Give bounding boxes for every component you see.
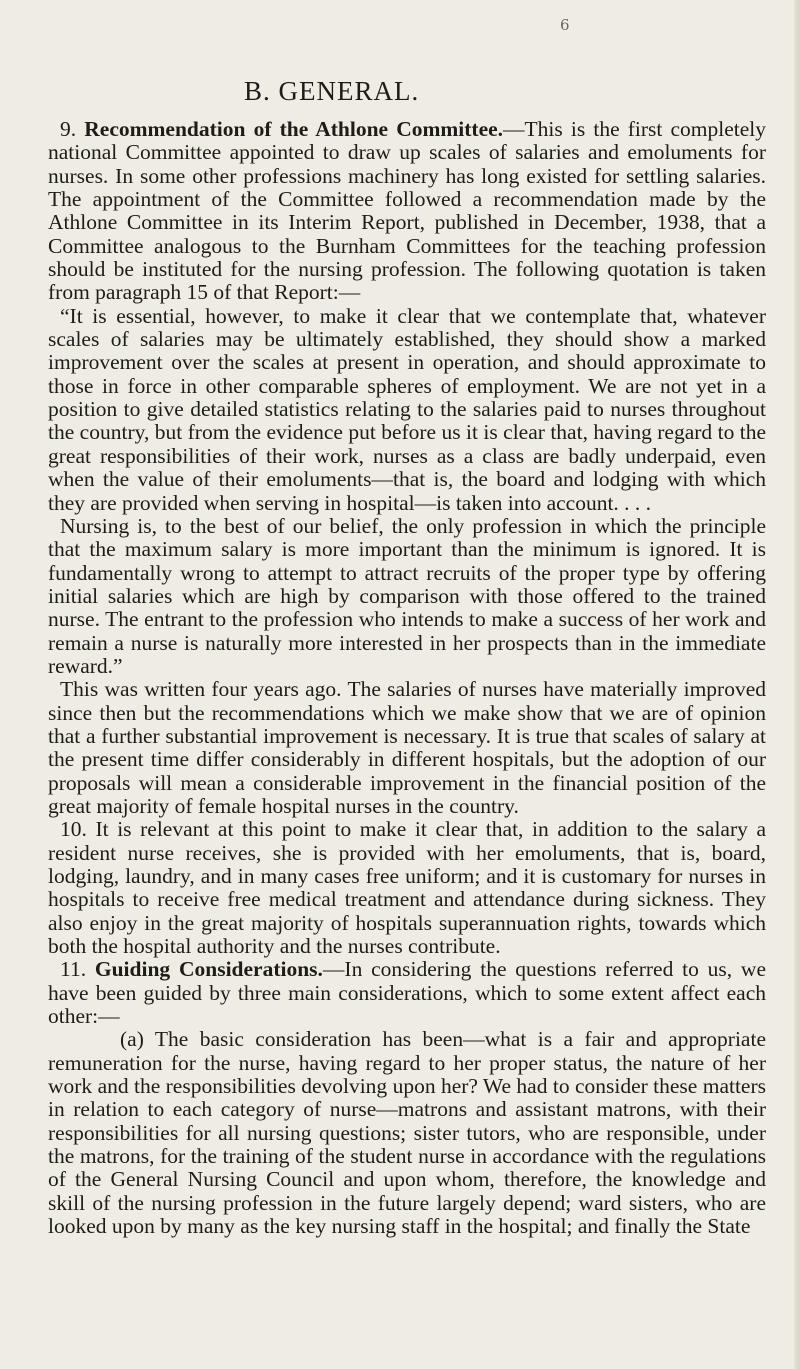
paragraph-10	[48, 818, 766, 958]
paragraph-number: (a)	[120, 1027, 144, 1052]
paragraph-9	[48, 118, 766, 305]
paragraph-text: The basic consideration has been—what is a fair and appropriate remuneration for the nurse, having regard to her proper status, the nature of her work and the responsibilities devolving upon her? We had to consider these matters in relation to each category of nurse—matrons and assistant matrons, with their responsibilities for all nursing questions; sister tutors, who are responsible, under the matrons, for the training of the student nurse in accordance with the regulations of the General Nursing Council and upon whom, therefore, the knowledge and skill of the nursing profession in the future largely depend; ward sisters, who are looked upon by many as the key nursing staff in the hospital; and finally the State	[48, 1027, 766, 1239]
quotation-paragraph-2	[48, 515, 766, 678]
document-body	[48, 118, 766, 1239]
paragraph-text: This was written four years ago. The salaries of nurses have materially improved since then but the recommendations which we make show that we are of opinion that a further substantial improvement is necessary. It is true that scales of salary at the present time differ considerably in different hospitals, but the adoption of our proposals will mean a considerable improvement in the financial position of the great majority of female hospital nurses in the country.	[48, 677, 766, 818]
paragraph-text: It is relevant at this point to make it clear that, in addition to the salary a resident nurse receives, she is provided with her emoluments, that is, board, lodging, laundry, and in many cases free uniform; and it is customary for nurses in hospitals to receive free medical treatment and attendance during sickness. They also enjoy in the great majority of hospitals superannuation rights, towards which both the hospital authority and the nurses contribute.	[48, 817, 766, 959]
paragraph-text: —In considering the questions referred to us, we have been guided by three main considerations, which to some extent affect each other:—	[48, 957, 766, 1029]
page-number: 6	[560, 16, 570, 34]
paragraph-11	[48, 958, 766, 1028]
section-heading: B. GENERAL.	[244, 76, 420, 106]
quotation-paragraph-1	[48, 305, 766, 515]
paragraph-number: 9.	[60, 117, 77, 141]
paragraph-heading: Guiding Considerations.	[94, 957, 323, 982]
paragraph-text: “It is essential, however, to make it clear that we contemplate that, whatever scales of salaries may be ultimately established, they should show a marked improvement over the scales at present in operation, and should approximate to those in force in other comparable spheres of employment. We are not yet in a position to give detailed statistics relating to the salaries paid to nurses throughout the country, but from the evidence put before us it is clear that, having regard to the great responsibilities of their work, nurses as a class are badly underpaid, even when the value of their emoluments—that is, the board and lodging with which they are provided when serving in hospital—is taken into account. . . .	[48, 303, 766, 515]
paragraph-number: 10.	[60, 817, 87, 842]
paragraph-text: —This is the first completely national Committee appointed to draw up scales of salaries and emoluments for nurses. In some other professions machinery has long existed for settling salaries. The appointment of the Committee followed a recommendation made by the Athlone Committee in its Interim Report, published in December, 1938, that a Committee analogous to the Burnham Committees for the teaching profession should be instituted for the nursing profession. The following quotation is taken from paragraph 15 of that Report:—	[48, 117, 766, 305]
paragraph-commentary	[48, 678, 766, 818]
paragraph-heading: Recommendation of the Athlone Committee.	[84, 117, 504, 141]
paragraph-text: Nursing is, to the best of our belief, the only profession in which the principle that the maximum salary is more important than the minimum is ignored. It is fundamentally wrong to attempt to attract recruits of the proper type by offering initial salaries which are high by comparison with those offered to the trained nurse. The entrant to the profession who intends to make a success of her work and remain a nurse is naturally more interested in her prospects than in the immediate reward.”	[48, 513, 766, 678]
paragraph-number: 11.	[60, 957, 87, 982]
paragraph-11a	[48, 1028, 766, 1238]
page-edge-shadow	[794, 0, 800, 1369]
